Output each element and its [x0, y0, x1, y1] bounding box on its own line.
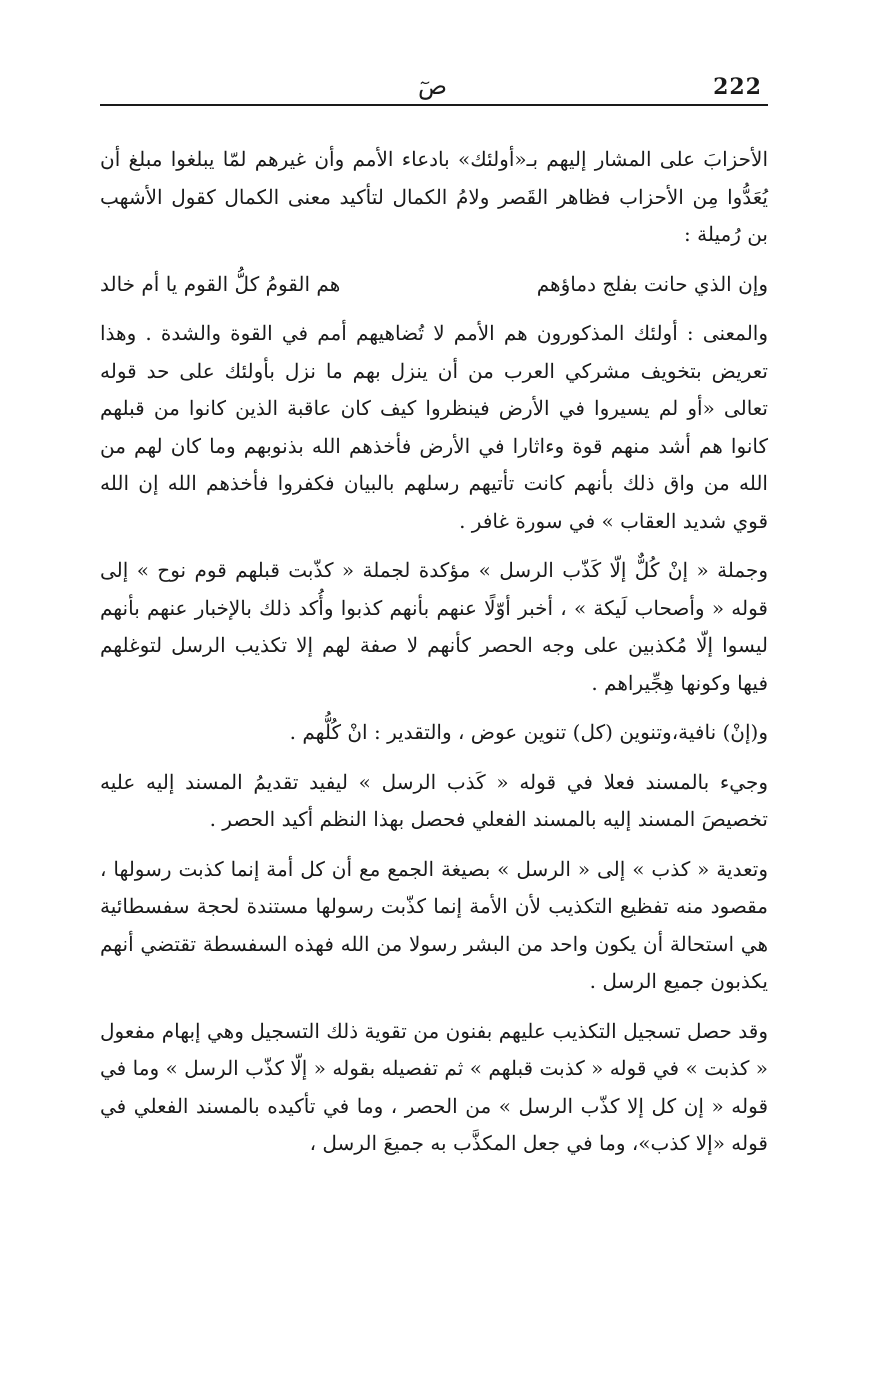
page-header [100, 70, 768, 104]
paragraph: الأحزابَ على المشار إليهم بـ«أولئك» بادعاء الأمم وأن غيرهم لمّا يبلغوا مبلغ أن يُعَدُّوا مِن الأحزاب فظاهر القَصر ولامُ الكمال لتأكيد معنى الكمال كقول الأشهب بن رُميلة : [100, 147, 769, 246]
poetry-verse [100, 266, 768, 304]
surah-header: صٓ [418, 72, 448, 100]
verse-first-hemistich: وإن الذي حانت بفلج دماؤهم [536, 271, 768, 296]
paragraph: وتعدية « كذب » إلى « الرسل » بصيغة الجمع مع أن كل أمة إنما كذبت رسولها ، مقصود منه تفظيع التكذيب لأن الأمة إنما كذّبت رسولها مستندة لحجة سفسطائية هي استحالة أن يكون واحد من البشر رسولا من الله فهذه السفسطة تقتضي أنهم يكذبون جميع الرسل . [100, 856, 768, 993]
paragraph: و(إنْ) نافية،وتنوين (كل) تنوين عوض ، والتقدير : انْ كُلُّهم . [289, 720, 768, 744]
paragraph: وجيء بالمسند فعلا في قوله « كَذب الرسل » ليفيد تقديمُ المسند إليه عليه تخصيصَ المسند إليه بالمسند الفعلي فحصل بهذا النظم أكيد الحصر . [100, 769, 768, 831]
paragraph: وقد حصل تسجيل التكذيب عليهم بفنون من تقوية ذلك التسجيل وهي إبهام مفعول « كذبت » في قوله « كذبت قبلهم » ثم تفصيله بقوله « إلّا كذّب الرسل » وما في قوله « إن كل إلا كذّب الرسل » من الحصر ، وما في تأكيده بالمسند الفعلي في قوله «إلا كذب»، وما في جعل المكذَّب به جميعَ الرسل ، [100, 1018, 768, 1155]
page-body [100, 141, 768, 1163]
header-rule [100, 104, 768, 106]
paragraph: وجملة « إنْ كُلٌّ إلّا كَذّب الرسل » مؤكدة لجملة « كذّبت قبلهم قوم نوح » إلى قوله « وأصحاب لَيكة » ، أخبر أوّلًا عنهم بأنهم كذبوا وأُكد ذلك بالإخبار عنهم بأنهم ليسوا إلّا مُكذبين على وجه الحصر كأنهم لا صفة لهم إلا تكذيب الرسل لتوغلهم فيها وكونها هِجِّيراهم . [100, 558, 768, 695]
paragraph: والمعنى : أولئك المذكورون هم الأمم لا تُضاهيهم أمم في القوة والشدة . وهذا تعريض بتخويف مشركي العرب من أن ينزل بهم ما نزل بأولئك على حد قوله تعالى «أو لم يسيروا في الأرض فينظروا كيف كان عاقبة الذين كانوا من قبلهم كانوا هم أشد منهم قوة وءاثارا في الأرض فأخذهم الله بذنوبهم وما كان لهم من الله من واق ذلك بأنهم كانت تأتيهم رسلهم بالبيان فكفروا فأخذهم الله إن الله قوي شديد العقاب » في سورة غافر . [100, 321, 769, 533]
page-number: 222 [713, 74, 762, 100]
verse-second-hemistich: هم القومُ كلُّ القوم يا أم خالد [100, 271, 341, 296]
